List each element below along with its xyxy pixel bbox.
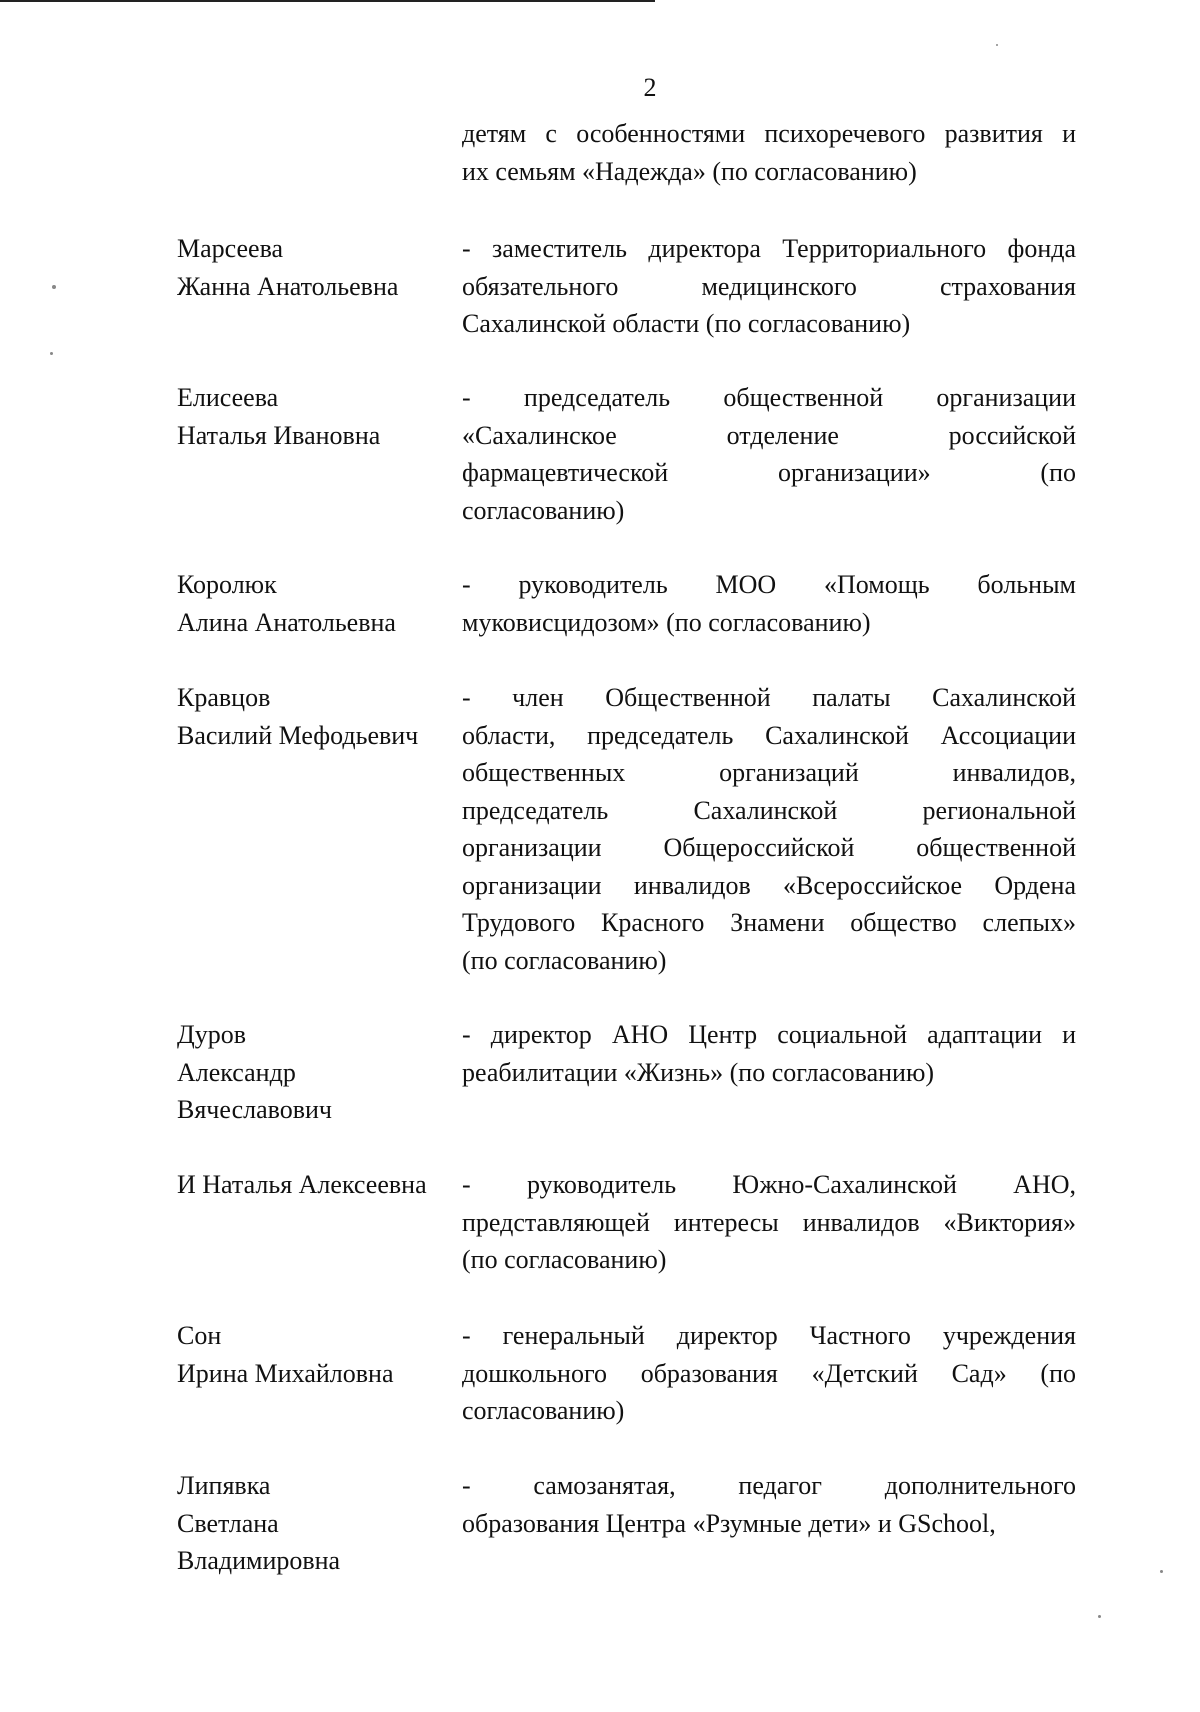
member-description: [462, 230, 1076, 343]
member-description: [462, 566, 1076, 641]
text-line: (по согласованию): [462, 1245, 667, 1274]
page-number: 2: [643, 73, 657, 102]
member-description: [462, 1467, 1076, 1542]
member-description: [462, 1317, 1076, 1430]
member-description: [462, 1166, 1076, 1279]
member-description: [462, 679, 1076, 979]
text-line: - генеральный директор Частного учреждения: [462, 1321, 1076, 1350]
member-name: Королюк Алина Анатольевна: [177, 570, 396, 637]
text-line: согласованию): [462, 495, 625, 525]
member-description: [462, 379, 1076, 529]
text-line: реабилитации «Жизнь» (по согласованию): [462, 1057, 935, 1087]
member-name: Елисеева Наталья Ивановна: [177, 383, 381, 450]
text-line: Трудового Красного Знамени общество слепых»: [462, 908, 1076, 937]
scan-speck: [52, 285, 56, 289]
text-line: организации инвалидов «Всероссийское Ордена: [462, 870, 1076, 900]
member-name: Кравцов Василий Мефодьевич: [177, 683, 419, 750]
member-description: [462, 1016, 1076, 1091]
scan-speck: [50, 352, 53, 355]
text-line: организации Общероссийской общественной: [462, 833, 1076, 862]
text-line: общественных организаций инвалидов,: [462, 758, 1076, 787]
text-line: образования Центра «Рзумные дети» и GSchool,: [462, 1508, 996, 1538]
member-name: Дуров Александр Вячеславович: [177, 1020, 332, 1124]
text-line: - самозанятая, педагог дополнительного: [462, 1471, 1076, 1500]
text-line: муковисцидозом» (по согласованию): [462, 607, 871, 637]
text-line: согласованию): [462, 1396, 625, 1425]
text-line: представляющей интересы инвалидов «Виктория»: [462, 1207, 1076, 1237]
scan-speck: [1160, 1570, 1163, 1573]
text-line: (по согласованию): [462, 945, 667, 975]
text-line: «Сахалинское отделение российской: [462, 420, 1076, 450]
text-line: их семьям «Надежда» (по согласованию): [462, 156, 917, 186]
continuation-text: [462, 115, 1076, 190]
scan-speck: [1098, 1615, 1101, 1618]
text-line: - директор АНО Центр социальной адаптации и: [462, 1020, 1076, 1049]
text-line: области, председатель Сахалинской Ассоциации: [462, 720, 1076, 750]
top-rule: [0, 0, 655, 2]
scan-speck: [996, 44, 998, 46]
text-line: председатель Сахалинской региональной: [462, 795, 1076, 825]
text-line: - председатель общественной организации: [462, 383, 1076, 412]
member-name: Липявка Светлана Владимировна: [177, 1471, 341, 1575]
member-name: Марсеева Жанна Анатольевна: [177, 234, 399, 301]
text-line: обязательного медицинского страхования: [462, 271, 1076, 301]
member-name: И Наталья Алексеевна: [177, 1170, 427, 1199]
text-line: - член Общественной палаты Сахалинской: [462, 683, 1076, 712]
member-name: Сон Ирина Михайловна: [177, 1321, 394, 1388]
text-line: Сахалинской области (по согласованию): [462, 309, 911, 338]
text-line: дошкольного образования «Детский Сад» (по: [462, 1358, 1076, 1388]
text-line: фармацевтической организации» (по: [462, 458, 1076, 487]
text-line: - заместитель директора Территориального фонда: [462, 234, 1076, 263]
text-line: - руководитель Южно-Сахалинской АНО,: [462, 1170, 1076, 1199]
text-line: детям с особенностями психоречевого развития и: [462, 119, 1076, 148]
text-line: - руководитель МОО «Помощь больным: [462, 570, 1076, 599]
